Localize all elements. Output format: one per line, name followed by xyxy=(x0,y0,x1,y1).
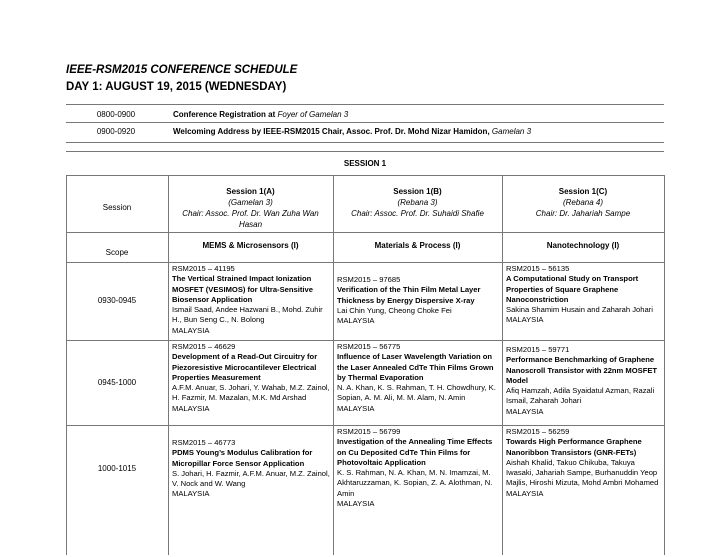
divider xyxy=(66,340,664,341)
paper-authors: Ismail Saad, Andee Hazwani B., Mohd. Zuhir H., Bun Seng C., N. Bolong xyxy=(172,305,323,325)
paper-title: The Vertical Strained Impact Ionization MOSFET (VESIMOS) for Ultra-Sensitive Biosensor Application xyxy=(172,274,313,304)
paper-country: MALAYSIA xyxy=(337,403,375,413)
session-1a-header xyxy=(170,186,331,230)
paper-id: RSM2015 – 46629 xyxy=(172,342,236,351)
divider xyxy=(66,104,664,105)
session-title: Session 1(A) xyxy=(226,187,275,196)
paper-country: MALAYSIA xyxy=(506,488,544,498)
slot-time: 1000-1015 xyxy=(97,464,137,473)
event-description xyxy=(173,127,531,136)
paper-country: MALAYSIA xyxy=(337,316,375,326)
paper-entry xyxy=(337,275,499,326)
paper-title: Performance Benchmarking of Graphene Nanoscroll Transistor with 22nm MOSFET Model xyxy=(506,355,658,385)
paper-id: RSM2015 – 97685 xyxy=(337,275,401,284)
paper-entry xyxy=(506,264,661,326)
paper-title: Towards High Performance Graphene Nanoribbon Transistors (GNR-FETs) xyxy=(506,437,642,457)
divider xyxy=(66,425,664,426)
scope-1b: Materials & Process (I) xyxy=(374,241,461,250)
row-label-session: Session xyxy=(102,203,132,212)
event-location: Gamelan 3 xyxy=(491,127,532,136)
event-time: 0800-0900 xyxy=(96,110,136,119)
scope-1c: Nanotechnology (I) xyxy=(546,241,620,250)
paper-country: MALAYSIA xyxy=(172,403,210,413)
event-text: Welcoming Address by IEEE-RSM2015 Chair, Assoc. Prof. Dr. Mohd Nizar Hamidon, xyxy=(173,127,490,136)
paper-id: RSM2015 – 56799 xyxy=(337,427,401,436)
paper-country: MALAYSIA xyxy=(506,315,544,325)
paper-country: MALAYSIA xyxy=(506,406,544,416)
paper-authors: A.F.M. Anuar, S. Johari, Y. Wahab, M.Z. Zainol, H. Fazmir, M. Mazalan, M.K. Md Arshad xyxy=(172,383,330,403)
session-title: Session 1(B) xyxy=(393,187,442,196)
divider xyxy=(66,122,664,123)
session-chair: Chair: Assoc. Prof. Dr. Suhaidi Shafie xyxy=(351,209,484,218)
paper-authors: Sakina Shamim Husain and Zaharah Johari xyxy=(506,305,653,315)
paper-title: PDMS Young’s Modulus Calibration for Micropillar Force Sensor Application xyxy=(172,448,313,468)
paper-entry xyxy=(337,342,499,414)
divider xyxy=(66,232,664,233)
paper-title: Influence of Laser Wavelength Variation on the Laser Annealed CdTe Thin Films Grown by Thermal Evaporation xyxy=(337,352,494,382)
paper-country: MALAYSIA xyxy=(172,325,210,335)
session-title: Session 1(C) xyxy=(558,187,608,196)
session-header: SESSION 1 xyxy=(343,159,387,168)
paper-entry xyxy=(506,345,661,417)
paper-title: Development of a Read-Out Circuitry for Piezoresistive Microcantilever Electrical Properties Measurement xyxy=(172,352,318,382)
paper-id: RSM2015 – 56259 xyxy=(506,427,570,436)
paper-id: RSM2015 – 59771 xyxy=(506,345,570,354)
divider xyxy=(66,175,664,176)
slot-time: 0930-0945 xyxy=(97,296,137,305)
session-1b-header xyxy=(335,186,500,219)
paper-entry xyxy=(172,264,330,336)
paper-authors: N. A. Khan, K. S. Rahman, T. H. Chowdhury, K. Sopian, A. M. Ali, M. M. Alam, N. Amin xyxy=(337,383,496,403)
session-1c-header xyxy=(504,186,662,219)
event-time: 0900-0920 xyxy=(96,127,136,136)
grid-line xyxy=(664,175,665,555)
schedule-title: IEEE-RSM2015 CONFERENCE SCHEDULE xyxy=(66,64,298,76)
divider xyxy=(66,151,664,152)
paper-authors: K. S. Rahman, N. A. Khan, M. N. Imamzai, M. Akhtaruzzaman, K. Sopian, Z. A. Alothman, N. Amin xyxy=(337,468,493,498)
day-heading: DAY 1: AUGUST 19, 2015 (WEDNESDAY) xyxy=(66,81,287,93)
paper-entry xyxy=(337,427,499,509)
session-room: (Gamelan 3) xyxy=(228,198,273,207)
session-room: (Rebana 3) xyxy=(397,198,438,207)
divider xyxy=(66,142,664,143)
paper-entry xyxy=(506,427,661,499)
session-chair: Chair: Assoc. Prof. Dr. Wan Zuha Wan Hasan xyxy=(182,209,319,229)
event-text: Conference Registration at xyxy=(173,110,276,119)
paper-entry xyxy=(172,342,330,414)
paper-authors: Aishah Khalid, Takuo Chikuba, Takuya Iwasaki, Jahariah Sampe, Burhanuddin Yeop Majlis, Hiroshi Mizuta, Mohd Ambri Mohamed xyxy=(506,457,659,488)
paper-authors: S. Johari, H. Fazmir, A.F.M. Anuar, M.Z. Zainol, V. Nock and W. Wang xyxy=(172,468,330,489)
event-description xyxy=(173,110,348,119)
divider xyxy=(66,262,664,263)
scope-1a: MEMS & Microsensors (I) xyxy=(202,241,299,250)
slot-time: 0945-1000 xyxy=(97,378,137,387)
paper-title: Investigation of the Annealing Time Effects on Cu Deposited CdTe Thin Films for Photovoltaic Application xyxy=(337,437,493,467)
paper-id: RSM2015 – 41195 xyxy=(172,264,235,273)
event-location: Foyer of Gamelan 3 xyxy=(277,110,349,119)
paper-id: RSM2015 – 56775 xyxy=(337,342,401,351)
paper-id: RSM2015 – 56135 xyxy=(506,264,570,273)
session-chair: Chair: Dr. Jahariah Sampe xyxy=(535,209,631,218)
row-label-scope: Scope xyxy=(105,248,129,257)
paper-country: MALAYSIA xyxy=(172,489,210,499)
paper-id: RSM2015 – 46773 xyxy=(172,438,236,447)
paper-country: MALAYSIA xyxy=(337,499,375,509)
paper-authors: Lai Chin Yung, Cheong Choke Fei xyxy=(337,305,452,315)
session-room: (Rebana 4) xyxy=(562,198,604,207)
paper-title: A Computational Study on Transport Properties of Square Graphene Nanoconstriction xyxy=(506,274,639,304)
paper-authors: Afiq Hamzah, Adila Syaidatul Azman, Razali Ismail, Zaharah Johari xyxy=(506,386,655,406)
paper-entry xyxy=(172,438,330,500)
paper-title: Verification of the Thin Film Metal Layer Thickness by Energy Dispersive X-ray xyxy=(337,285,481,305)
